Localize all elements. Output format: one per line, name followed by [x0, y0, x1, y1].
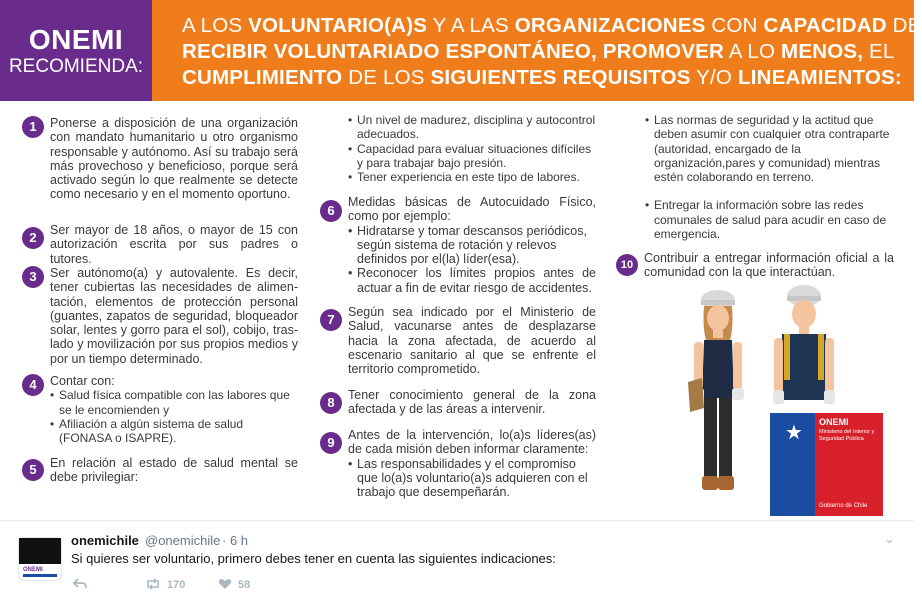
number-badge: 4: [22, 374, 44, 396]
item-text: Ser mayor de 18 años, o mayor de 15 con autorización escrita por sus padres o tutores.: [50, 223, 298, 266]
item-7: [320, 305, 596, 377]
brand-title: ONEMI: [28, 24, 124, 55]
header-segment: EL: [863, 40, 895, 63]
header-segment: RECIBIR VOLUNTARIADO ESPONTÁNEO, PROMOVER: [182, 40, 724, 63]
header-segment: CAPACIDAD: [763, 14, 887, 37]
bullet: • Entregar la información sobre las redes comunales de salud para acudir en caso de emergencia.: [645, 198, 893, 241]
number-badge: 6: [320, 200, 342, 222]
header-segment: ORGANIZACIONES: [514, 14, 706, 37]
header-segment: Y/O: [690, 66, 738, 89]
header-brand-block: [0, 0, 152, 101]
number-badge: 10: [616, 254, 638, 276]
bullet: • Las normas de seguridad y la actitud que deben asumir con cualquier otra contraparte (autoridad, encargado de la organización,pares y comunidad) mientras estén colaborando en terreno.: [645, 113, 893, 184]
logo-footer: Gobierno de Chile: [819, 503, 868, 509]
item-9: [320, 428, 596, 498]
item-5-bullets: [348, 113, 600, 184]
reply-icon: [73, 578, 87, 590]
item-9-title: Antes de la intervención, lo(a)s líderes(as) de cada misión deben informar claramente:: [348, 428, 596, 457]
bullet: • Reconocer los límites propios antes de actuar a fin de evitar riesgo de accidentes.: [348, 266, 596, 295]
retweet-icon: [145, 578, 161, 590]
item-text: Ponerse a disposición de una organización con mandato humanitario u otro organismo responsable y autónomo. Así su trabajo será más provechoso y beneficioso, porque será activado según lo que realmente se detecte como necesario y en el momento oportuno.: [50, 116, 298, 202]
logo-title: ONEMI: [819, 417, 849, 427]
tweet-text: Si quieres ser voluntario, primero debes tener en cuenta las siguientes indicaciones:: [71, 551, 556, 566]
header-line-2: [182, 40, 895, 64]
star-icon: ★: [785, 422, 803, 444]
tweet-author-name[interactable]: onemichile: [71, 533, 139, 548]
header-segment: VOLUNTARIO(A)S: [248, 14, 428, 37]
header-segment: MENOS,: [781, 40, 864, 63]
bullet: • Las responsabilidades y el compromiso que lo(a)s voluntario(a)s adquieren con el trabajo que desempeñarán.: [348, 457, 596, 500]
volunteer-man-illustration: [768, 280, 840, 420]
avatar[interactable]: [18, 537, 62, 581]
header-segment: Y A LAS: [427, 14, 515, 37]
retweet-button[interactable]: [145, 578, 185, 593]
item-8: [320, 388, 596, 418]
gobierno-de-chile-logo: [770, 413, 883, 516]
number-badge: 7: [320, 309, 342, 331]
item-1: [22, 116, 298, 208]
item-2: [22, 223, 298, 266]
number-badge: 1: [22, 116, 44, 138]
retweet-count: 170: [167, 579, 186, 591]
item-text: Según sea indicado por el Ministerio de Salud, vacunarse antes de desplazarse hacia la zona afectada, de acuerdo al escenario sanitario al que se enfrente el territorio comprometido.: [348, 305, 596, 377]
header-segment: LINEAMIENTOS:: [737, 66, 902, 89]
number-badge: 5: [22, 459, 44, 481]
number-badge: 3: [22, 266, 44, 288]
item-5: [22, 456, 298, 486]
bullet: • Tener experiencia en este tipo de labores.: [348, 170, 600, 184]
item-6: [320, 195, 596, 295]
item-9-bullets: [645, 113, 893, 241]
number-badge: 9: [320, 432, 342, 454]
item-text: En relación al estado de salud mental se debe privilegiar:: [50, 456, 298, 485]
volunteer-woman-illustration: [682, 286, 762, 498]
header-segment: DE LOS: [342, 66, 431, 89]
item-text: Contribuir a entregar información oficial a la comunidad con la que interactúan.: [644, 251, 894, 280]
heart-icon: [218, 578, 232, 590]
header-segment: CUMPLIMIENTO: [182, 66, 343, 89]
brand-subtitle: RECOMIENDA:: [8, 56, 144, 77]
bullet: • Salud física compatible con las labores que se le encomienden y: [50, 388, 298, 417]
header-segment: DE: [886, 14, 922, 37]
avatar-label: ONEMI: [23, 567, 43, 573]
bullet: • Hidratarse y tomar descansos periódicos, según sistema de rotación y relevos definidos por el(la) líder(esa).: [348, 224, 596, 267]
bullet: • Afiliación a algún sistema de salud (FONASA o ISAPRE).: [50, 417, 298, 446]
header-segment: SIGUIENTES REQUISITOS: [430, 66, 691, 89]
item-text: Ser autónomo(a) y autovalente. Es decir, tener cubiertas las necesidades de alimen-tación, elementos de protección personal (guantes, zapatos de seguridad, bloqueador solar, lentes y gorro para el sol), cobijo, tras-lado y movilización por sus propios medios y por un tiempo determinado.: [50, 266, 298, 366]
header-line-1: [182, 14, 922, 38]
like-count: 58: [238, 579, 251, 591]
chevron-down-icon[interactable]: ⌄: [884, 531, 895, 546]
bullet: • Capacidad para evaluar situaciones difíciles y para trabajar bajo presión.: [348, 142, 600, 171]
header-line-3: [182, 66, 902, 90]
header-segment: CON: [705, 14, 764, 37]
tweet-timestamp[interactable]: · 6 h: [222, 533, 249, 548]
header-banner: [152, 0, 922, 101]
tweet-author-handle[interactable]: @onemichile: [145, 533, 221, 548]
item-3: [22, 266, 298, 366]
header-segment: A LO: [724, 40, 782, 63]
item-10: [616, 251, 896, 283]
item-text: Tener conocimiento general de la zona afectada y de las áreas a intervenir.: [348, 388, 596, 417]
reply-button[interactable]: [73, 578, 87, 593]
item-4: [22, 374, 298, 444]
item-6-title: Medidas básicas de Autocuidado Físico, como por ejemplo:: [348, 195, 596, 224]
tweet[interactable]: [0, 521, 914, 611]
item-4-title: Contar con:: [50, 374, 115, 388]
number-badge: 8: [320, 392, 342, 414]
header-segment: A LOS: [182, 14, 249, 37]
logo-ministry: Ministerio del Interior y Seguridad Pública: [819, 429, 875, 442]
bullet: • Un nivel de madurez, disciplina y autocontrol adecuados.: [348, 113, 600, 142]
like-button[interactable]: [218, 578, 250, 593]
number-badge: 2: [22, 227, 44, 249]
